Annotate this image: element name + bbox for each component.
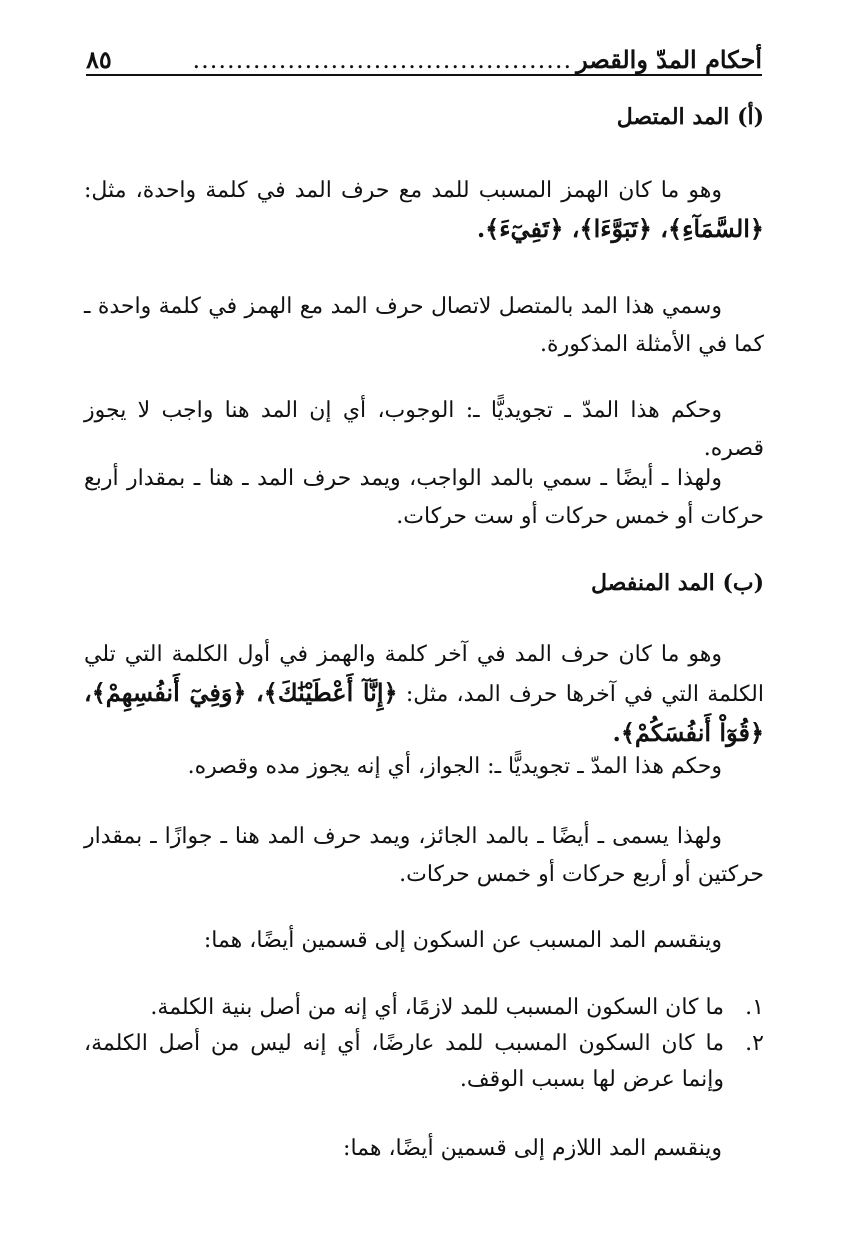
list-text: ما كان السكون المسبب للمد عارضًا، أي إنه ليس من أصل الكلمة، وإنما عرض لها بسبب الوقف. xyxy=(84,1031,724,1092)
quran-examples: ﴿إِنَّآ أَعْطَيْنَٰكَ﴾، ﴿وَفِيٓ أَنفُسِهِمْ﴾، ﴿قُوٓاْ أَنفُسَكُمْ﴾. xyxy=(84,678,764,747)
header-dot-leader: ............................................ xyxy=(192,46,573,74)
page-header xyxy=(86,34,762,76)
paragraph-connected-ruling: وحكم هذا المدّ ـ تجويديًّا ـ: الوجوب، أي إن المد هنا واجب لا يجوز قصره. xyxy=(84,398,764,461)
definition-text: وهو ما كان الهمز المسبب للمد مع حرف المد في كلمة واحدة، مثل: xyxy=(84,178,722,203)
paragraph-connected-definition xyxy=(84,172,764,250)
paragraph-sukun-division: وينقسم المد المسبب عن السكون إلى قسمين أيضًا، هما: xyxy=(203,928,722,953)
definition-text: وهو ما كان حرف المد في آخر كلمة والهمز في أول الكلمة التي تلي الكلمة التي في آخرها حرف المد، مثل: xyxy=(84,642,764,707)
quran-examples: ﴿السَّمَآءِ﴾، ﴿تَبَوَّءَا﴾، ﴿تَفِيٓءَ﴾. xyxy=(476,214,764,243)
paragraph-separated-ruling: وحكم هذا المدّ ـ تجويديًّا ـ: الجواز، أي إنه يجوز مده وقصره. xyxy=(187,754,722,779)
running-title: أحكام المدّ والقصر xyxy=(576,45,762,74)
paragraph-separated-duration: ولهذا يسمى ـ أيضًا ـ بالمد الجائز، ويمد حرف المد هنا ـ جوازًا ـ بمقدار حركتين أو أربع حركات أو خمس حركات. xyxy=(84,824,764,887)
section-heading-separated-madd: (ب) المد المنفصل xyxy=(591,570,764,596)
list-number: ١. xyxy=(745,995,764,1020)
paragraph-lazim-division: وينقسم المد اللازم إلى قسمين أيضًا، هما: xyxy=(343,1136,722,1161)
page-number: ٨٥ xyxy=(86,45,112,74)
list-item xyxy=(84,990,764,1026)
paragraph-separated-definition xyxy=(84,636,764,754)
list-number: ٢. xyxy=(745,1031,764,1056)
list-item xyxy=(84,1026,764,1098)
paragraph-connected-naming: وسمي هذا المد بالمتصل لاتصال حرف المد مع الهمز في كلمة واحدة ـ كما في الأمثلة المذكورة. xyxy=(84,294,764,357)
section-heading-connected-madd: (أ) المد المتصل xyxy=(616,104,764,130)
list-text: ما كان السكون المسبب للمد لازمًا، أي إنه من أصل بنية الكلمة. xyxy=(150,995,724,1020)
paragraph-connected-duration: ولهذا ـ أيضًا ـ سمي بالمد الواجب، ويمد حرف المد ـ هنا ـ بمقدار أربع حركات أو خمس حركات أو ست حركات. xyxy=(84,466,764,529)
